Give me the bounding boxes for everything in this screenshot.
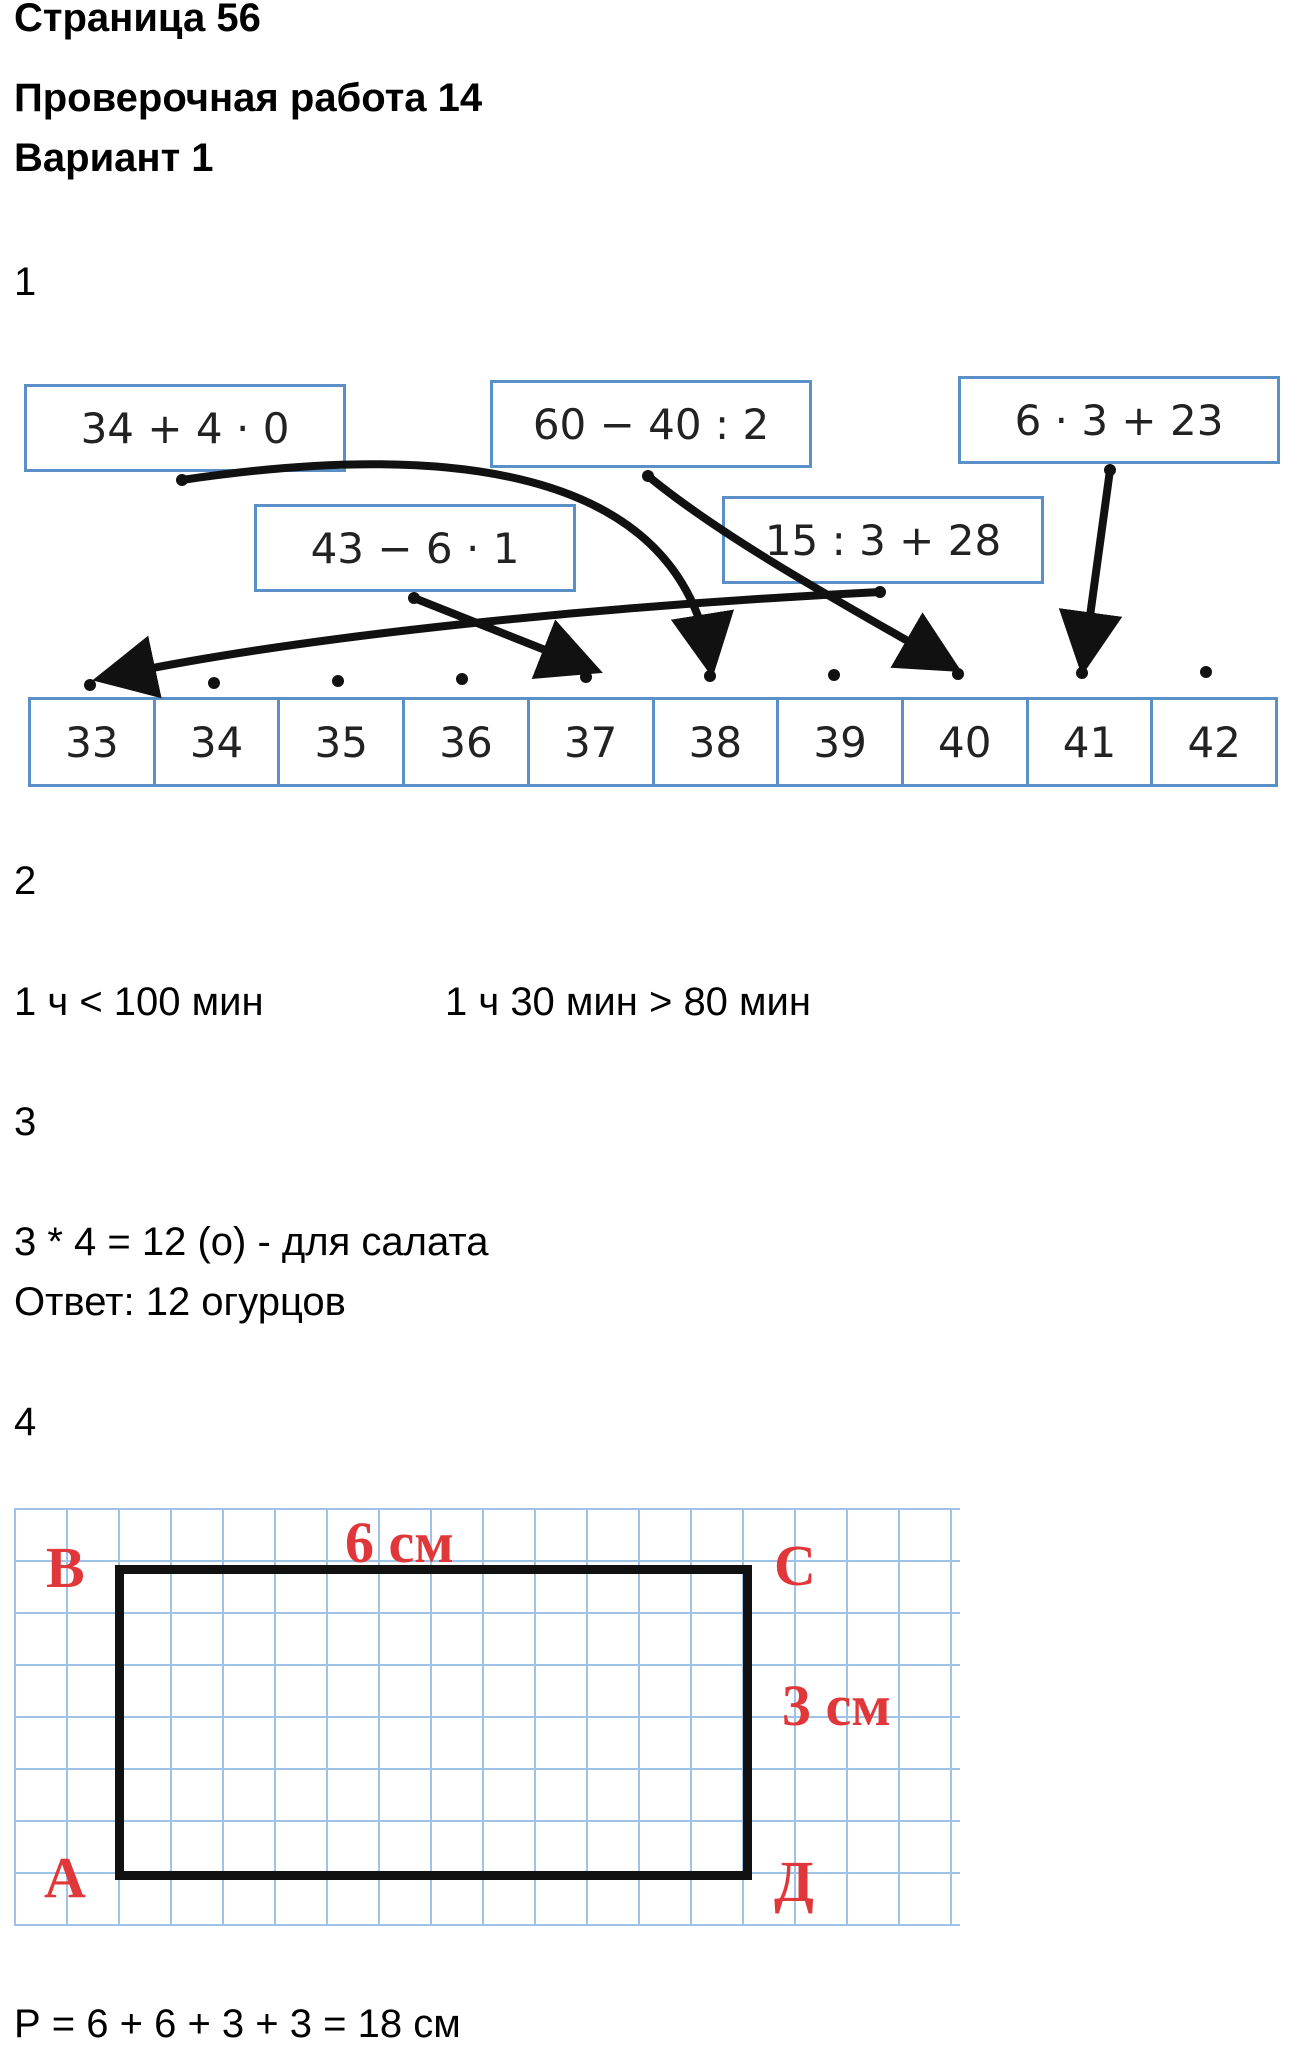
side-label-top: 6 см [345, 1510, 454, 1575]
task-1-number: 1 [14, 260, 37, 304]
rectangle-figure [115, 1565, 752, 1880]
vertex-label-bottom-right: Д [774, 1849, 814, 1914]
expression-box: 15 : 3 + 28 [722, 496, 1044, 584]
work-title: Проверочная работа 14 [14, 76, 483, 120]
task-3-answer: Ответ: 12 огурцов [14, 1280, 346, 1324]
number-cell: 34 [156, 700, 281, 784]
variant-label: Вариант 1 [14, 136, 214, 180]
task-2-number: 2 [14, 859, 37, 903]
task-3-number: 3 [14, 1100, 37, 1144]
comparison-2: 1 ч 30 мин > 80 мин [445, 980, 811, 1024]
comparison-1: 1 ч < 100 мин [14, 980, 264, 1024]
number-cell: 40 [904, 700, 1029, 784]
number-cell: 36 [405, 700, 530, 784]
expression-box: 43 − 6 · 1 [254, 504, 576, 592]
page-label: Страница 56 [14, 0, 261, 40]
vertex-label-top-left: В [46, 1535, 85, 1600]
arrow-expression-4 [414, 598, 588, 667]
number-cell: 38 [655, 700, 780, 784]
expression-matching-diagram [18, 372, 1278, 792]
number-cell: 42 [1187, 717, 1241, 767]
task-4-number: 4 [14, 1400, 37, 1444]
number-dots [84, 464, 1212, 691]
vertex-label-top-right: С [774, 1533, 816, 1598]
vertex-label-bottom-left: А [44, 1845, 86, 1910]
number-cell: 35 [280, 700, 405, 784]
matching-arrows [18, 372, 1278, 792]
expression-box: 6 · 3 + 23 [958, 376, 1280, 464]
expression-box: 60 − 40 : 2 [490, 380, 812, 468]
arrow-expression-2 [648, 476, 948, 664]
number-cell: 33 [31, 700, 156, 784]
number-cell: 39 [779, 700, 904, 784]
expression-box: 34 + 4 · 0 [24, 384, 346, 472]
side-label-right: 3 см [782, 1673, 891, 1738]
arrow-expression-5 [108, 592, 880, 677]
task-3-solution: 3 * 4 = 12 (о) - для салата [14, 1220, 489, 1264]
number-cell: 41 [1029, 700, 1154, 784]
number-cell: 37 [530, 700, 655, 784]
perimeter-formula: Р = 6 + 6 + 3 + 3 = 18 см [14, 2002, 461, 2046]
arrow-expression-1 [182, 464, 710, 662]
arrow-expression-3 [1084, 470, 1110, 660]
